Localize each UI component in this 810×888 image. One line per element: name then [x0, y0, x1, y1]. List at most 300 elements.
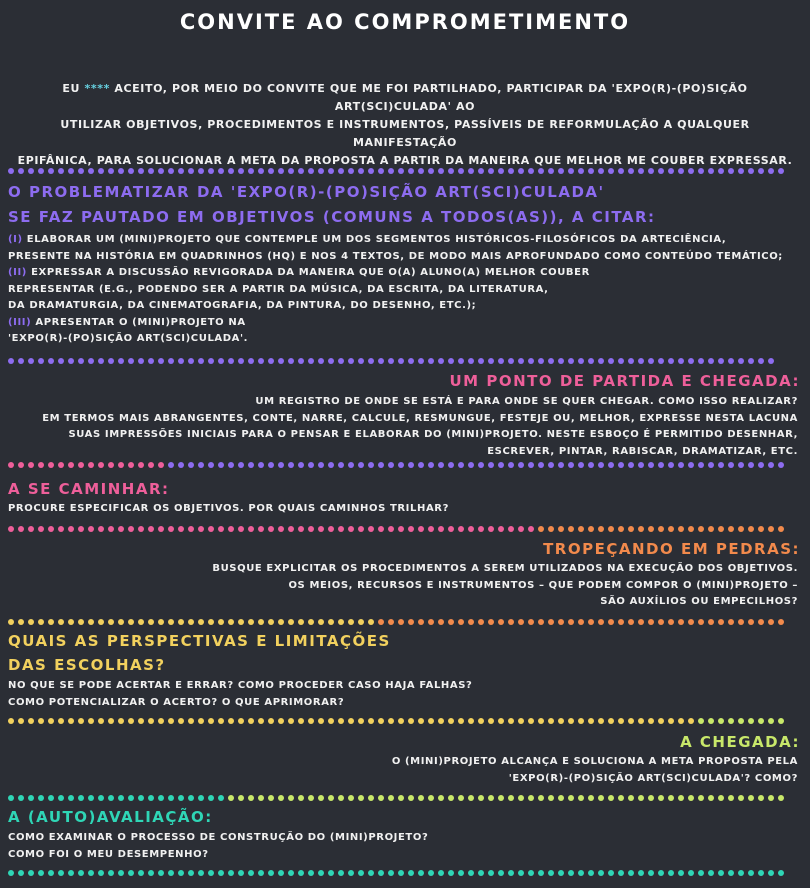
divider-dot: [58, 462, 64, 468]
divider-dot: [108, 168, 114, 174]
divider-dot: [538, 462, 544, 468]
divider-dot: [478, 870, 484, 876]
divider-dot: [98, 870, 104, 876]
divider-dot: [8, 718, 14, 724]
divider-dot: [758, 795, 764, 801]
divider-dot: [338, 168, 344, 174]
divider-dot: [668, 795, 674, 801]
divider-dot: [498, 718, 504, 724]
divider-dot: [258, 619, 264, 625]
perspectivas-line-2: COMO POTENCIALIZAR O ACERTO? O QUE APRIMORAR?: [8, 696, 345, 708]
divider-dot: [208, 795, 214, 801]
divider-dot: [258, 526, 264, 532]
intro-line-1: ACEITO, POR MEIO DO CONVITE QUE ME FOI PARTILHADO, PARTICIPAR DA 'EXPO(R)-(PO)SIÇÃO ART(SCI)CULADA' AO: [114, 82, 748, 113]
divider-dot: [428, 168, 434, 174]
partida-line-4: ESCREVER, PINTAR, RABISCAR, DRAMATIZAR, ETC.: [487, 445, 798, 457]
tropecando-line-1: BUSQUE EXPLICITAR OS PROCEDIMENTOS A SEREM UTILIZADOS NA EXECUÇÃO DOS OBJETIVOS.: [212, 563, 798, 574]
divider-dot: [638, 619, 644, 625]
divider-dot: [618, 462, 624, 468]
divider-dot: [538, 526, 544, 532]
divider-dot: [618, 526, 624, 532]
divider-dot: [608, 718, 614, 724]
divider-dot: [348, 358, 354, 364]
divider-dot: [748, 462, 754, 468]
divider-dot: [88, 526, 94, 532]
divider-dot: [748, 718, 754, 724]
divider-dot: [428, 358, 434, 364]
divider-dot: [668, 526, 674, 532]
divider-dot: [308, 718, 314, 724]
divider-dot: [288, 619, 294, 625]
divider-dot: [408, 168, 414, 174]
divider-dot: [778, 619, 784, 625]
divider-dot: [78, 462, 84, 468]
divider-dot: [468, 526, 474, 532]
divider-dot: [288, 526, 294, 532]
divider-dot: [218, 619, 224, 625]
divider-dot: [318, 718, 324, 724]
partida-text: [42, 394, 798, 460]
divider-dot: [258, 870, 264, 876]
divider-dot: [88, 358, 94, 364]
divider-dot: [578, 526, 584, 532]
divider-dot: [208, 718, 214, 724]
divider-dot: [458, 168, 464, 174]
divider-dot: [738, 526, 744, 532]
divider-dot: [98, 462, 104, 468]
divider-dot: [178, 870, 184, 876]
divider-dot: [348, 718, 354, 724]
divider-dot: [218, 168, 224, 174]
divider-dot: [528, 619, 534, 625]
divider-dot: [98, 619, 104, 625]
divider-dot: [198, 526, 204, 532]
divider-dot: [438, 718, 444, 724]
divider-dot: [448, 795, 454, 801]
divider-dot: [488, 718, 494, 724]
divider-dot: [98, 358, 104, 364]
divider-dot: [418, 619, 424, 625]
divider-dot: [268, 462, 274, 468]
divider-dot: [18, 358, 24, 364]
divider-dot: [728, 870, 734, 876]
divider-dot: [388, 462, 394, 468]
divider-dot: [408, 718, 414, 724]
divider-dot: [598, 795, 604, 801]
divider-dot: [548, 718, 554, 724]
divider-dot: [258, 358, 264, 364]
divider-dot: [88, 462, 94, 468]
divider-dot: [538, 619, 544, 625]
divider-dot: [558, 168, 564, 174]
divider-dot: [658, 619, 664, 625]
divider-dot: [478, 526, 484, 532]
divider-dot: [778, 870, 784, 876]
divider-dot: [568, 795, 574, 801]
divider-dot: [78, 718, 84, 724]
divider-dot: [648, 870, 654, 876]
divider-dot: [578, 795, 584, 801]
divider-dot: [38, 619, 44, 625]
divider-dot: [638, 870, 644, 876]
divider-dot: [308, 619, 314, 625]
divider-dot: [68, 168, 74, 174]
divider-dot: [698, 168, 704, 174]
divider-dot: [278, 462, 284, 468]
divider-dot: [208, 619, 214, 625]
divider-dot: [428, 462, 434, 468]
divider-dot: [248, 795, 254, 801]
divider-dot: [298, 358, 304, 364]
divider-dot: [168, 358, 174, 364]
divider-dot: [738, 619, 744, 625]
divider-dot: [508, 795, 514, 801]
divider-dot: [288, 358, 294, 364]
divider-dot: [538, 718, 544, 724]
divider-dot: [768, 462, 774, 468]
divider-dot: [58, 795, 64, 801]
divider-dot: [148, 358, 154, 364]
divider-dot: [138, 358, 144, 364]
divider-dot: [748, 358, 754, 364]
divider-dot: [728, 526, 734, 532]
divider-dot: [58, 526, 64, 532]
divider-dot: [698, 795, 704, 801]
divider-dot: [238, 462, 244, 468]
divider-dot: [258, 795, 264, 801]
divider-dot: [428, 619, 434, 625]
divider-dot: [528, 795, 534, 801]
intro-paragraph: [8, 80, 802, 170]
divider-dot: [248, 718, 254, 724]
divider-dot: [348, 526, 354, 532]
divider-dot: [458, 718, 464, 724]
divider-dot: [8, 795, 14, 801]
divider-dot: [128, 619, 134, 625]
divider-dot: [108, 526, 114, 532]
divider-dot: [468, 462, 474, 468]
divider-dot: [658, 526, 664, 532]
divider-dot: [668, 619, 674, 625]
divider-dot: [598, 358, 604, 364]
divider-dot: [58, 870, 64, 876]
divider-dot: [18, 718, 24, 724]
divider-dot: [548, 870, 554, 876]
divider-dot: [568, 168, 574, 174]
divider-dot: [258, 718, 264, 724]
divider-dot: [648, 718, 654, 724]
divider-dot: [588, 462, 594, 468]
divider-dot: [518, 358, 524, 364]
divider-dot: [528, 462, 534, 468]
divider-dot: [598, 870, 604, 876]
divider-dot: [428, 870, 434, 876]
divider-dot: [278, 168, 284, 174]
divider-dot: [688, 619, 694, 625]
divider-dot: [248, 168, 254, 174]
divider-dot: [208, 462, 214, 468]
divider-dot: [188, 462, 194, 468]
divider-dot: [308, 358, 314, 364]
divider-dot: [388, 718, 394, 724]
divider-dot: [538, 870, 544, 876]
divider-dot: [608, 526, 614, 532]
autoavaliacao-line-1: COMO EXAMINAR O PROCESSO DE CONSTRUÇÃO DO (MINI)PROJETO?: [8, 832, 429, 843]
divider-dot: [338, 870, 344, 876]
divider-dot: [88, 795, 94, 801]
divider-dot: [698, 718, 704, 724]
divider-dot: [778, 168, 784, 174]
divider-dot: [278, 358, 284, 364]
divider-dot: [358, 795, 364, 801]
divider-dot: [698, 526, 704, 532]
divider-dot: [108, 718, 114, 724]
divider-dot: [368, 358, 374, 364]
divider-dot: [138, 870, 144, 876]
divider-dot: [518, 870, 524, 876]
divider-dot: [708, 358, 714, 364]
divider-dot: [178, 795, 184, 801]
divider-dot: [568, 619, 574, 625]
divider-dot: [218, 795, 224, 801]
divider-dot: [118, 168, 124, 174]
divider-dot: [678, 795, 684, 801]
divider-dot: [728, 358, 734, 364]
divider-dot: [668, 168, 674, 174]
divider-dot: [78, 619, 84, 625]
divider-dot: [298, 795, 304, 801]
divider-dot: [248, 619, 254, 625]
divider-dot: [638, 358, 644, 364]
divider-dot: [618, 619, 624, 625]
divider-dot: [68, 358, 74, 364]
divider-dot: [618, 795, 624, 801]
divider-dot: [488, 358, 494, 364]
divider-dot: [398, 526, 404, 532]
divider-dot: [278, 870, 284, 876]
divider-dot: [488, 168, 494, 174]
divider-dot: [418, 462, 424, 468]
divider-dot: [128, 526, 134, 532]
divider-dot: [388, 870, 394, 876]
divider-dot: [778, 718, 784, 724]
divider-dot: [78, 526, 84, 532]
divider-dot: [78, 358, 84, 364]
divider-dot: [48, 462, 54, 468]
divider-dot: [8, 619, 14, 625]
divider-dot: [308, 462, 314, 468]
divider-dot: [168, 718, 174, 724]
divider-dot: [198, 168, 204, 174]
divider-dot: [118, 462, 124, 468]
divider-dot: [138, 718, 144, 724]
divider-dot: [198, 462, 204, 468]
divider-dot: [88, 168, 94, 174]
dotted-divider: [8, 356, 774, 366]
divider-dot: [358, 718, 364, 724]
divider-dot: [18, 526, 24, 532]
divider-dot: [458, 870, 464, 876]
divider-dot: [278, 619, 284, 625]
divider-dot: [88, 870, 94, 876]
divider-dot: [678, 462, 684, 468]
divider-dot: [438, 795, 444, 801]
divider-dot: [558, 619, 564, 625]
divider-dot: [168, 870, 174, 876]
divider-dot: [48, 718, 54, 724]
divider-dot: [628, 870, 634, 876]
divider-dot: [678, 718, 684, 724]
divider-dot: [648, 619, 654, 625]
divider-dot: [168, 526, 174, 532]
divider-dot: [508, 462, 514, 468]
divider-dot: [468, 168, 474, 174]
divider-dot: [238, 795, 244, 801]
divider-dot: [98, 718, 104, 724]
divider-dot: [538, 168, 544, 174]
divider-dot: [98, 168, 104, 174]
divider-dot: [298, 718, 304, 724]
divider-dot: [318, 168, 324, 174]
divider-dot: [458, 358, 464, 364]
divider-dot: [438, 462, 444, 468]
divider-dot: [378, 462, 384, 468]
divider-dot: [498, 619, 504, 625]
divider-dot: [378, 718, 384, 724]
divider-dot: [628, 718, 634, 724]
divider-dot: [178, 526, 184, 532]
divider-dot: [328, 718, 334, 724]
divider-dot: [28, 168, 34, 174]
divider-dot: [378, 870, 384, 876]
divider-dot: [518, 619, 524, 625]
divider-dot: [778, 526, 784, 532]
divider-dot: [678, 619, 684, 625]
divider-dot: [28, 462, 34, 468]
divider-dot: [448, 358, 454, 364]
divider-dot: [518, 168, 524, 174]
divider-dot: [468, 870, 474, 876]
divider-dot: [548, 619, 554, 625]
divider-dot: [48, 795, 54, 801]
divider-dot: [718, 619, 724, 625]
divider-dot: [78, 795, 84, 801]
divider-dot: [448, 870, 454, 876]
divider-dot: [138, 168, 144, 174]
divider-dot: [468, 718, 474, 724]
divider-dot: [388, 168, 394, 174]
divider-dot: [108, 870, 114, 876]
divider-dot: [438, 358, 444, 364]
divider-dot: [348, 795, 354, 801]
divider-dot: [528, 718, 534, 724]
objective-i-line-2: PRESENTE NA HISTÓRIA EM QUADRINHOS (HQ) E NOS 4 TEXTOS, DE MODO MAIS APROFUNDADO COMO CONTEÚDO TEMÁTICO;: [8, 250, 783, 262]
divider-dot: [268, 718, 274, 724]
divider-dot: [388, 526, 394, 532]
divider-dot: [278, 795, 284, 801]
divider-dot: [238, 718, 244, 724]
divider-dot: [38, 795, 44, 801]
divider-dot: [118, 358, 124, 364]
divider-dot: [448, 718, 454, 724]
divider-dot: [688, 168, 694, 174]
divider-dot: [148, 718, 154, 724]
divider-dot: [338, 358, 344, 364]
divider-dot: [618, 168, 624, 174]
divider-dot: [678, 870, 684, 876]
divider-dot: [758, 168, 764, 174]
divider-dot: [268, 870, 274, 876]
divider-dot: [698, 870, 704, 876]
divider-dot: [188, 795, 194, 801]
chegada-line-1: O (MINI)PROJETO ALCANÇA E SOLUCIONA A META PROPOSTA PELA: [391, 756, 798, 767]
divider-dot: [578, 462, 584, 468]
page-title: CONVITE AO COMPROMETIMENTO: [179, 10, 631, 34]
divider-dot: [28, 795, 34, 801]
divider-dot: [108, 358, 114, 364]
divider-dot: [68, 718, 74, 724]
divider-dot: [568, 462, 574, 468]
divider-dot: [578, 718, 584, 724]
divider-dot: [58, 168, 64, 174]
problematizar-heading-2: SE FAZ PAUTADO EM OBJETIVOS (COMUNS A TODOS(AS)), A CITAR:: [8, 208, 656, 226]
divider-dot: [128, 718, 134, 724]
divider-dot: [348, 462, 354, 468]
divider-dot: [408, 619, 414, 625]
divider-dot: [758, 462, 764, 468]
divider-dot: [308, 870, 314, 876]
divider-dot: [298, 870, 304, 876]
divider-dot: [678, 358, 684, 364]
divider-dot: [648, 526, 654, 532]
divider-dot: [548, 526, 554, 532]
divider-dot: [38, 462, 44, 468]
divider-dot: [758, 718, 764, 724]
divider-dot: [338, 718, 344, 724]
divider-dot: [38, 870, 44, 876]
divider-dot: [648, 168, 654, 174]
divider-dot: [408, 358, 414, 364]
divider-dot: [268, 358, 274, 364]
divider-dot: [228, 168, 234, 174]
divider-dot: [718, 870, 724, 876]
divider-dot: [708, 526, 714, 532]
divider-dot: [478, 718, 484, 724]
divider-dot: [638, 718, 644, 724]
divider-dot: [168, 795, 174, 801]
divider-dot: [578, 358, 584, 364]
divider-dot: [548, 358, 554, 364]
divider-dot: [448, 168, 454, 174]
divider-dot: [108, 795, 114, 801]
divider-dot: [488, 526, 494, 532]
divider-dot: [198, 619, 204, 625]
divider-dot: [378, 168, 384, 174]
divider-dot: [38, 718, 44, 724]
divider-dot: [568, 718, 574, 724]
divider-dot: [398, 358, 404, 364]
divider-dot: [148, 619, 154, 625]
divider-dot: [358, 526, 364, 532]
divider-dot: [248, 526, 254, 532]
objective-ii-line-3: DA DRAMATURGIA, DA CINEMATOGRAFIA, DA PINTURA, DO DESENHO, ETC.);: [8, 300, 477, 311]
divider-dot: [628, 462, 634, 468]
divider-dot: [148, 168, 154, 174]
divider-dot: [228, 718, 234, 724]
divider-dot: [758, 870, 764, 876]
perspectivas-heading-1: QUAIS AS PERSPECTIVAS E LIMITAÇÕES: [8, 632, 391, 650]
divider-dot: [648, 795, 654, 801]
